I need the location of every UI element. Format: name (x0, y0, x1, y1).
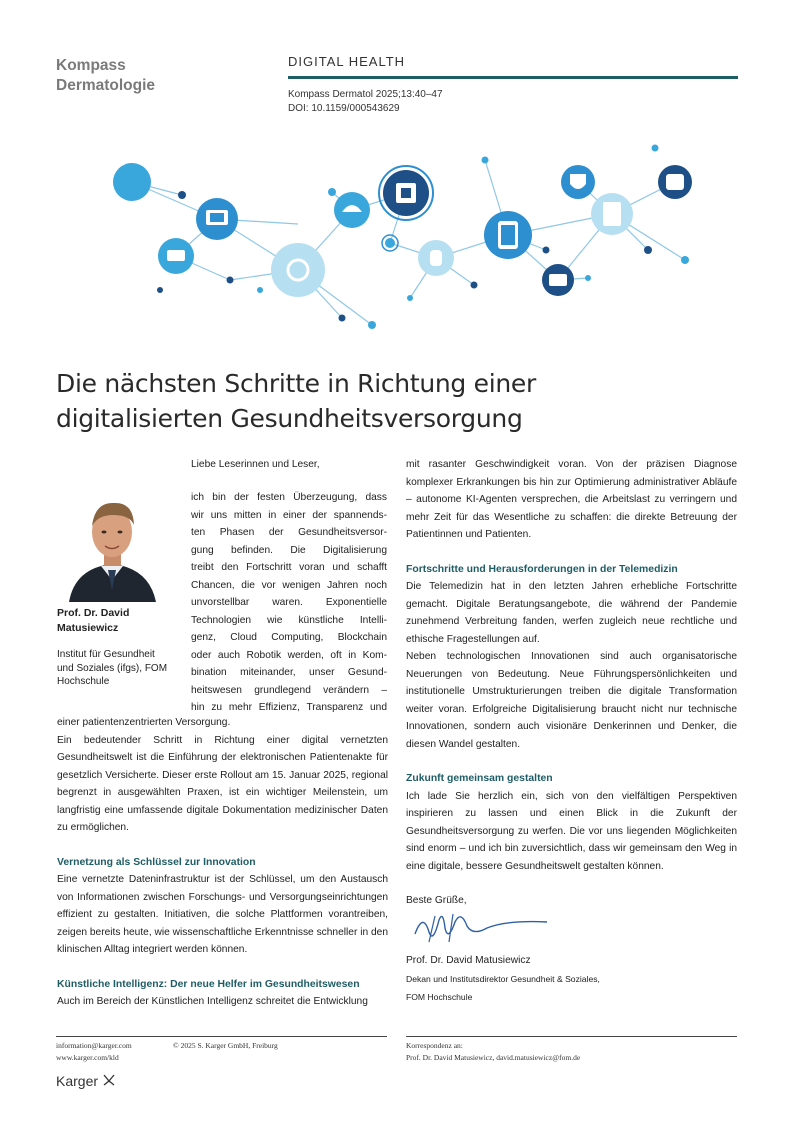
heading-telemedizin: Fortschritte und Herausforderungen in der Telemedizin (406, 563, 678, 575)
author-name-line-2: Matusiewicz (57, 622, 119, 634)
intro-wrap (191, 489, 387, 717)
closing: Beste Grüße, (406, 895, 467, 906)
footer-contact (56, 1040, 132, 1064)
paragraph-telemedizin: Die Telemedizin hat in den letzten Jahren erhebliche Fortschritte gemacht. Digitale Beratungsangebote, die während der Pandemie zunehmend Verbreitung fanden, werfen zugleich neue rechtliche und ethische Fragestellungen auf. (406, 581, 737, 645)
title-line-2: digitalisierten Gesundheitsversorgung (56, 404, 523, 433)
author-name-line-1: Prof. Dr. David (57, 607, 130, 619)
paragraph-vernetzung: Eine vernetzte Dateninfrastruktur ist der Schlüssel, um den Austausch von Informationen zwischen Forschungs- und Versorgungseinrichtungen effizient zu gestalten. Initiativen, die solche Plattformen vorantreiben, zeigen bereits heute, wie wissenschaftliche Erkenntnisse schneller in den klinischen Alltag integriert werden können. (57, 874, 388, 955)
network-nodes (113, 145, 692, 330)
network-illustration (100, 140, 700, 340)
karger-wordmark: Karger (56, 1073, 99, 1089)
handwritten-signature (405, 904, 555, 950)
author-inst-line-1: Institut für Gesundheit (57, 649, 155, 660)
heading-vernetzung: Vernetzung als Schlüssel zur Innovation (57, 856, 256, 868)
corr-address[interactable]: Prof. Dr. David Matusiewicz, david.matusiewicz@fom.de (406, 1053, 581, 1062)
wrap-end: einer patientenzentrierten Versorgung. (57, 717, 231, 728)
wrap-line: unvorstellbar waren. Exponentielle (191, 597, 387, 608)
header-rule (288, 76, 738, 79)
wrap-line: heitswesen grundlegend verändern – (191, 684, 387, 696)
wrap-line: Chancen, die vor wenigen Jahren noch (191, 579, 387, 591)
author-institution (57, 648, 167, 689)
wrap-line: oder auch Robotik werden, oft in Kom- (191, 649, 387, 661)
wrap-line: Technologien wie künstliche Intelli- (191, 614, 387, 626)
brand-line-1: Kompass (56, 57, 126, 74)
section-label: DIGITAL HEALTH (288, 54, 406, 69)
citation-journal: Kompass Dermatol 2025;13:40–47 (288, 89, 443, 100)
author-inst-line-3: Hochschule (57, 676, 110, 687)
citation (288, 88, 443, 116)
wrap-line: hin zu mehr Effizienz, Transparenz und (191, 702, 387, 713)
sign-org: FOM Hochschule (406, 992, 473, 1002)
footer-web[interactable]: www.karger.com/kld (56, 1053, 119, 1062)
left-column (57, 714, 388, 1011)
citation-doi: DOI: 10.1159/000543629 (288, 103, 400, 114)
corr-label: Korrespondenz an: (406, 1041, 463, 1050)
wrap-line: ich bin der festen Überzeugung, dass (191, 492, 387, 503)
journal-brand (56, 56, 155, 96)
footer-copyright: © 2025 S. Karger GmbH, Freiburg (173, 1041, 278, 1050)
sign-role: Dekan und Institutsdirektor Gesundheit & Soziales, (406, 974, 600, 984)
brand-line-2: Dermatologie (56, 77, 156, 94)
wrap-line: treibt den Fortschritt voran und schafft (191, 562, 387, 573)
signoff-block (406, 952, 531, 969)
karger-logo (56, 1073, 116, 1089)
paragraph-zukunft: Ich lade Sie herzlich ein, sich von den vielfältigen Perspektiven inspirieren zu lassen und einen Blick in die Zukunft der Gesundheitsversorgung zu werfen. Die vor uns liegenden Möglichkeiten sind enorm – und ich bin zuversichtlich, dass wir gemeinsam den Weg in eine digitale, bessere Gesundheitswelt gestalten können. (406, 790, 737, 872)
right-column (406, 456, 737, 910)
heading-ki: Künstliche Intelligenz: Der neue Helfer im Gesundheitswesen (57, 978, 360, 990)
author-photo (57, 486, 168, 602)
wrap-line: wir uns mitten in einer der spannends- (191, 509, 387, 521)
title-line-1: Die nächsten Schritte in Richtung einer (56, 369, 536, 398)
sign-name: Prof. Dr. David Matusiewicz (406, 955, 531, 966)
paragraph-ki-cont: mit rasanter Geschwindigkeit voran. Von der präzisen Diagnose komplexer Erkrankungen bis hin zur Optimierung administrativer Abläufe – autonome KI-Agenten versprechen, die Arbeitslast zu verringern und mehr Zeit für das Wesentliche zu schaffen: die direkte Betreuung der Patientinnen und Patienten. (406, 459, 737, 540)
heading-zukunft: Zukunft gemeinsam gestalten (406, 773, 553, 784)
wrap-line: genz, Cloud Computing, Blockchain (191, 632, 387, 643)
wrap-line: ten Phasen der Gesundheitsversor- (191, 527, 387, 538)
author-name (57, 606, 129, 636)
karger-mark-icon (102, 1073, 116, 1087)
paragraph-organisation: Neben technologischen Innovationen sind auch organisatorische Neuerungen von Bedeutung. Neue Führungspersönlichkeiten und institutionelle Umstrukturierungen treiben die digitale Transformation weiter voran. Erfolgreiche Digitalisierung braucht nicht nur technische Innovationen, sondern auch visionäre Denkerinnen und Denker, die diesen Wandel gestalten. (406, 651, 737, 750)
paragraph-ki-start: Auch im Bereich der Künstlichen Intelligenz schreitet die Entwicklung (57, 996, 368, 1007)
author-inst-line-2: und Soziales (ifgs), FOM (57, 662, 168, 674)
signoff-details (406, 970, 600, 1006)
wrap-line: gung befinden. Die Digitalisierung (191, 544, 387, 556)
footer-rule-left (56, 1036, 387, 1037)
wrap-line: bination miteinander, unser Gesund- (191, 667, 387, 678)
paragraph-epa: Ein bedeutender Schritt in Richtung einer digital vernetzten Gesundheitswelt ist die Einführung der elektronischen Patientenakte für gesetzlich Versicherte. Dieser erste Rollout am 15. Januar 2025, regional begrenzt in ausgewählten Praxen, ist ein wichtiger Meilenstein, um langfristig eine umfassende digitale Dokumentation medizinischer Daten zu ermöglichen. (57, 734, 388, 833)
footer-rule-right (406, 1036, 737, 1037)
footer-correspondence (406, 1040, 580, 1064)
greeting: Liebe Leserinnen und Leser, (191, 459, 320, 470)
footer-email[interactable]: information@karger.com (56, 1041, 132, 1050)
article-title (56, 366, 536, 436)
